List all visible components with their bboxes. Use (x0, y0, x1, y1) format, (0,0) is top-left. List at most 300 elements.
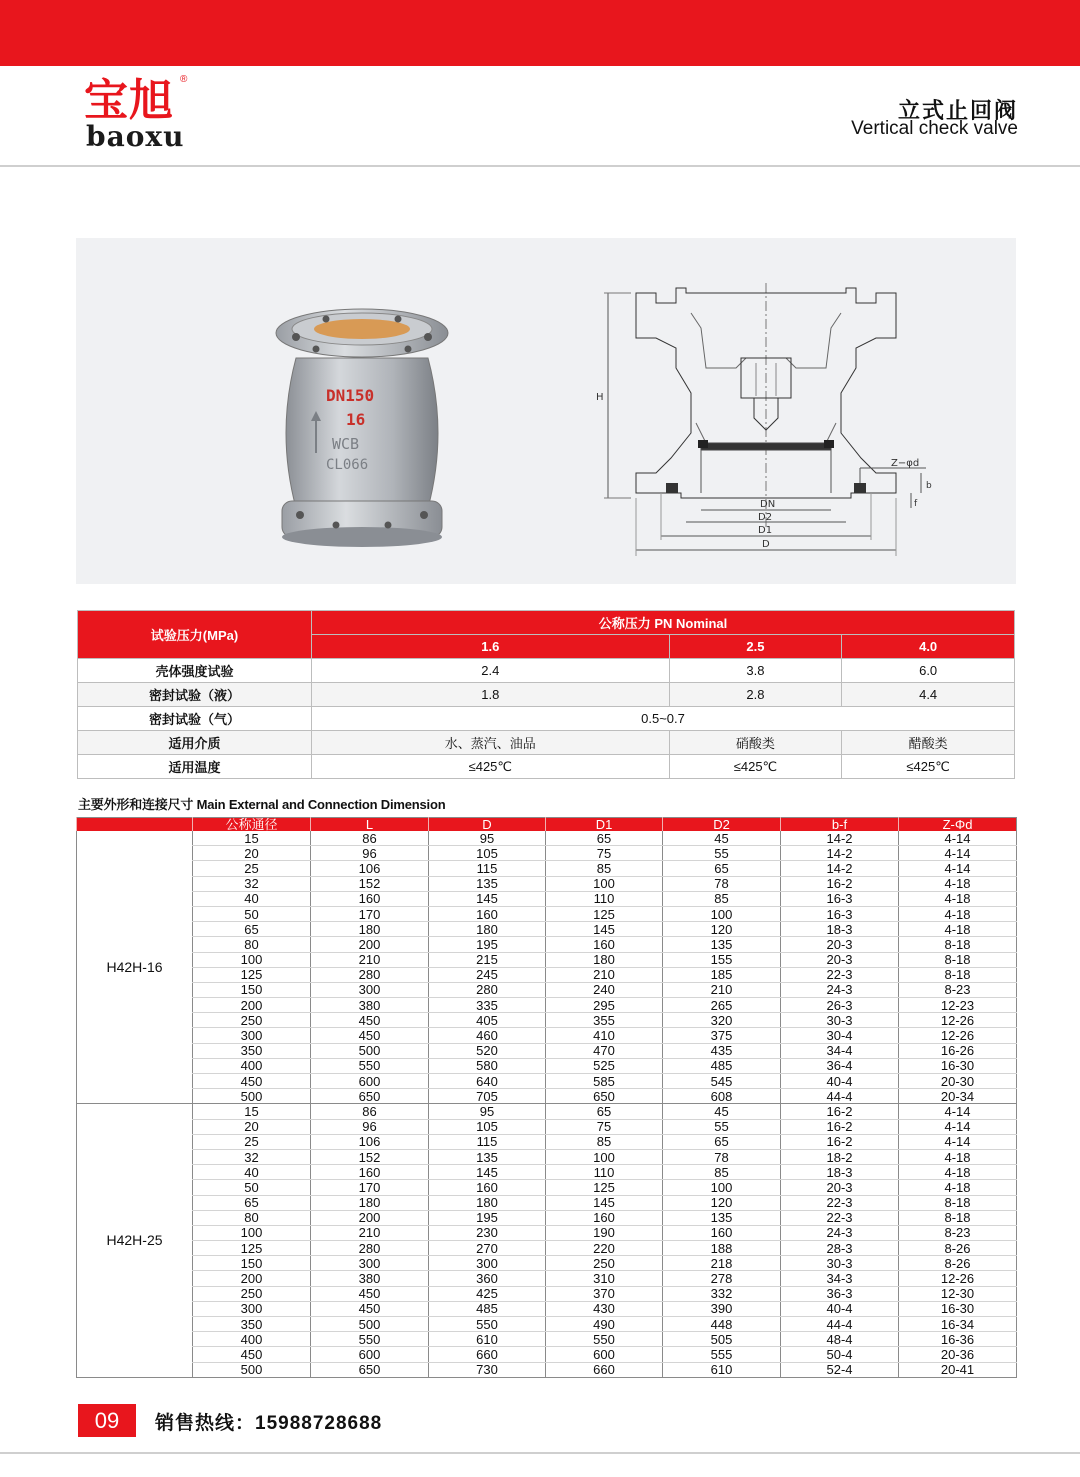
table-cell: 180 (311, 922, 429, 937)
test-pressure-header: 试验压力(MPa) (78, 611, 312, 659)
table-cell: 12-26 (899, 1271, 1017, 1286)
table-row (77, 1347, 1017, 1362)
label-d: D (762, 539, 770, 550)
table-cell: 190 (546, 1225, 663, 1240)
table-cell: 44-4 (781, 1089, 899, 1104)
label-b: b (926, 481, 932, 491)
table-row (77, 1241, 1017, 1256)
table-row (77, 1074, 1017, 1089)
table-cell: 180 (429, 922, 546, 937)
table-cell: 545 (663, 1074, 781, 1089)
table-row (77, 922, 1017, 937)
table-cell: 150 (193, 1256, 311, 1271)
header-divider (0, 165, 1080, 167)
table-cell: 水、蒸汽、油品 (312, 731, 670, 755)
table-cell: 3.8 (669, 659, 842, 683)
table-cell: 380 (311, 998, 429, 1013)
table-cell: 30-3 (781, 1256, 899, 1271)
table-cell: 8-23 (899, 1225, 1017, 1240)
table-cell: 36-4 (781, 1058, 899, 1073)
row-label: 适用介质 (78, 731, 312, 755)
table-cell: 20 (193, 1119, 311, 1134)
label-f: f (914, 499, 918, 509)
table-cell: 4-18 (899, 906, 1017, 921)
brand-logo-en: baoxu (86, 120, 185, 153)
dimension-header-row (77, 818, 1017, 832)
table-row (77, 1317, 1017, 1332)
pressure-row (78, 683, 1015, 707)
table-cell: 220 (546, 1241, 663, 1256)
table-cell: 355 (546, 1013, 663, 1028)
table-cell: 14-2 (781, 861, 899, 876)
table-cell: 36-3 (781, 1286, 899, 1301)
table-cell: 200 (311, 1210, 429, 1225)
table-cell: 320 (663, 1013, 781, 1028)
table-cell: 180 (311, 1195, 429, 1210)
table-cell: 95 (429, 1104, 546, 1119)
table-cell: 185 (663, 967, 781, 982)
table-cell: 500 (193, 1362, 311, 1377)
table-cell: 300 (429, 1256, 546, 1271)
table-cell: 4-18 (899, 876, 1017, 891)
table-cell: 醋酸类 (842, 731, 1015, 755)
table-cell: 650 (311, 1089, 429, 1104)
table-cell: 45 (663, 1104, 781, 1119)
table-cell: 25 (193, 1134, 311, 1149)
table-cell: 8-18 (899, 937, 1017, 952)
table-row (77, 1362, 1017, 1377)
table-cell: 86 (311, 831, 429, 846)
table-cell: 218 (663, 1256, 781, 1271)
table-cell: 580 (429, 1058, 546, 1073)
table-cell: 55 (663, 1119, 781, 1134)
table-cell: 310 (546, 1271, 663, 1286)
table-row (77, 967, 1017, 982)
table-cell: ≤425℃ (669, 755, 842, 779)
table-cell: 210 (663, 982, 781, 997)
label-zd: Z−φd (891, 458, 920, 469)
table-cell: 300 (311, 1256, 429, 1271)
table-cell: 20-3 (781, 1180, 899, 1195)
table-cell-merged: 0.5~0.7 (312, 707, 1015, 731)
table-cell: 450 (193, 1347, 311, 1362)
table-cell: 95 (429, 831, 546, 846)
dimension-table (76, 817, 1017, 1378)
table-cell: 505 (663, 1332, 781, 1347)
table-cell: 15 (193, 1104, 311, 1119)
pressure-table (77, 610, 1015, 779)
column-header: D (429, 818, 546, 832)
table-cell: 4-14 (899, 1104, 1017, 1119)
table-cell: 110 (546, 891, 663, 906)
pressure-row (78, 731, 1015, 755)
table-cell: 730 (429, 1362, 546, 1377)
table-cell: 40-4 (781, 1301, 899, 1316)
table-cell: 300 (193, 1301, 311, 1316)
table-cell: 152 (311, 1149, 429, 1164)
table-cell: 525 (546, 1058, 663, 1073)
table-cell: 65 (546, 831, 663, 846)
table-cell: 4-18 (899, 891, 1017, 906)
table-cell: 210 (311, 1225, 429, 1240)
table-cell: 106 (311, 1134, 429, 1149)
table-row (77, 1165, 1017, 1180)
table-cell: 360 (429, 1271, 546, 1286)
table-cell: 210 (311, 952, 429, 967)
table-cell: 14-2 (781, 846, 899, 861)
table-row (77, 1301, 1017, 1316)
table-cell: 4-14 (899, 1134, 1017, 1149)
table-cell: 40 (193, 1165, 311, 1180)
table-cell: 硝酸类 (669, 731, 842, 755)
table-cell: 160 (429, 1180, 546, 1195)
table-cell: 550 (546, 1332, 663, 1347)
table-cell: 450 (193, 1074, 311, 1089)
model-cell: H42H-25 (77, 1104, 193, 1377)
table-cell: 16-3 (781, 906, 899, 921)
table-row (77, 937, 1017, 952)
table-cell: 16-30 (899, 1058, 1017, 1073)
table-cell: 160 (429, 906, 546, 921)
table-cell: 100 (663, 1180, 781, 1195)
table-cell: 125 (546, 1180, 663, 1195)
table-row (77, 1149, 1017, 1164)
table-cell: 335 (429, 998, 546, 1013)
table-cell: 44-4 (781, 1317, 899, 1332)
table-cell: 55 (663, 846, 781, 861)
table-cell: 24-3 (781, 1225, 899, 1240)
table-cell: 80 (193, 1210, 311, 1225)
table-cell: 135 (429, 1149, 546, 1164)
table-cell: 170 (311, 906, 429, 921)
table-cell: 105 (429, 1119, 546, 1134)
label-dn: DN (760, 499, 776, 510)
table-cell: 400 (193, 1332, 311, 1347)
table-cell: 125 (193, 967, 311, 982)
table-row (77, 861, 1017, 876)
table-cell: 110 (546, 1165, 663, 1180)
table-cell: 135 (663, 1210, 781, 1225)
table-cell: 405 (429, 1013, 546, 1028)
table-cell: 16-30 (899, 1301, 1017, 1316)
pressure-row (78, 707, 1015, 731)
table-cell: 26-3 (781, 998, 899, 1013)
table-cell: 600 (546, 1347, 663, 1362)
table-cell: 650 (311, 1362, 429, 1377)
table-cell: 75 (546, 846, 663, 861)
table-row (77, 1013, 1017, 1028)
table-cell: 188 (663, 1241, 781, 1256)
table-cell: 520 (429, 1043, 546, 1058)
table-cell: 195 (429, 937, 546, 952)
table-cell: 265 (663, 998, 781, 1013)
table-cell: ≤425℃ (312, 755, 670, 779)
pressure-row (78, 755, 1015, 779)
page-title-cn: 立式止回阀 (897, 98, 1018, 123)
table-cell: 4.4 (842, 683, 1015, 707)
table-cell: 610 (429, 1332, 546, 1347)
pn-header: 2.5 (669, 635, 842, 659)
table-cell: 100 (193, 952, 311, 967)
table-cell: 180 (546, 952, 663, 967)
table-cell: 135 (663, 937, 781, 952)
table-cell: 150 (193, 982, 311, 997)
table-cell: 16-2 (781, 1134, 899, 1149)
table-cell: 4-18 (899, 1165, 1017, 1180)
table-cell: 470 (546, 1043, 663, 1058)
table-cell: 390 (663, 1301, 781, 1316)
table-cell: 20-34 (899, 1089, 1017, 1104)
table-cell: 270 (429, 1241, 546, 1256)
table-cell: 34-3 (781, 1271, 899, 1286)
table-cell: 106 (311, 861, 429, 876)
table-cell: 65 (546, 1104, 663, 1119)
brand-logo (84, 76, 214, 156)
table-cell: 160 (311, 891, 429, 906)
table-cell: 300 (193, 1028, 311, 1043)
table-row (77, 846, 1017, 861)
table-cell: 125 (193, 1241, 311, 1256)
table-cell: 8-26 (899, 1241, 1017, 1256)
table-cell: 75 (546, 1119, 663, 1134)
brand-logo-cn: 宝旭 (84, 75, 174, 126)
table-cell: 152 (311, 876, 429, 891)
table-cell: 250 (546, 1256, 663, 1271)
column-header: D1 (546, 818, 663, 832)
table-cell: 125 (546, 906, 663, 921)
table-cell: 640 (429, 1074, 546, 1089)
table-cell: 278 (663, 1271, 781, 1286)
table-row (77, 1058, 1017, 1073)
table-cell: 4-18 (899, 1149, 1017, 1164)
table-cell: 435 (663, 1043, 781, 1058)
table-row (77, 1028, 1017, 1043)
table-cell: 8-18 (899, 967, 1017, 982)
table-cell: 50 (193, 906, 311, 921)
table-cell: 4-14 (899, 861, 1017, 876)
table-cell: 600 (311, 1347, 429, 1362)
table-row (77, 1119, 1017, 1134)
table-cell: 200 (193, 998, 311, 1013)
table-cell: 485 (663, 1058, 781, 1073)
table-cell: 550 (311, 1058, 429, 1073)
table-cell: 460 (429, 1028, 546, 1043)
table-cell: 6.0 (842, 659, 1015, 683)
table-cell: 20-3 (781, 937, 899, 952)
table-cell: 18-2 (781, 1149, 899, 1164)
label-h: H (596, 392, 604, 403)
table-cell: 430 (546, 1301, 663, 1316)
table-cell: 450 (311, 1028, 429, 1043)
table-row (77, 1332, 1017, 1347)
table-cell: 85 (663, 1165, 781, 1180)
table-cell: 30-3 (781, 1013, 899, 1028)
table-cell: 4-14 (899, 846, 1017, 861)
table-cell: 160 (311, 1165, 429, 1180)
table-cell: 100 (546, 1149, 663, 1164)
valve-section-drawing (586, 278, 946, 568)
table-row (77, 1210, 1017, 1225)
table-cell: 48-4 (781, 1332, 899, 1347)
table-cell: 22-3 (781, 1210, 899, 1225)
table-cell: 20-36 (899, 1347, 1017, 1362)
table-cell: 650 (546, 1089, 663, 1104)
table-cell: 25 (193, 861, 311, 876)
pn-header: 4.0 (842, 635, 1015, 659)
table-cell: 145 (429, 891, 546, 906)
table-cell: 4-14 (899, 831, 1017, 846)
table-cell: 4-18 (899, 922, 1017, 937)
table-cell: 16-26 (899, 1043, 1017, 1058)
table-cell: 20-3 (781, 952, 899, 967)
table-cell: 400 (193, 1058, 311, 1073)
table-cell: 15 (193, 831, 311, 846)
table-cell: 8-18 (899, 952, 1017, 967)
table-cell: 20 (193, 846, 311, 861)
table-row (77, 1271, 1017, 1286)
table-cell: 30-4 (781, 1028, 899, 1043)
table-cell: 12-26 (899, 1028, 1017, 1043)
table-cell: 32 (193, 876, 311, 891)
table-cell: 450 (311, 1301, 429, 1316)
table-cell: 78 (663, 1149, 781, 1164)
table-cell: 375 (663, 1028, 781, 1043)
table-cell: 280 (311, 967, 429, 982)
table-cell: 120 (663, 1195, 781, 1210)
column-header: Z-Φd (899, 818, 1017, 832)
table-row (77, 831, 1017, 846)
table-cell: 660 (429, 1347, 546, 1362)
table-cell: 8-26 (899, 1256, 1017, 1271)
table-cell: 555 (663, 1347, 781, 1362)
table-cell: 34-4 (781, 1043, 899, 1058)
product-image-panel (76, 238, 1016, 584)
table-cell: 32 (193, 1149, 311, 1164)
table-cell: 45 (663, 831, 781, 846)
table-cell: 86 (311, 1104, 429, 1119)
table-cell: 500 (311, 1043, 429, 1058)
table-cell: 550 (311, 1332, 429, 1347)
table-cell: 250 (193, 1286, 311, 1301)
table-cell: 24-3 (781, 982, 899, 997)
table-cell: ≤425℃ (842, 755, 1015, 779)
table-cell: 500 (311, 1317, 429, 1332)
table-cell: 295 (546, 998, 663, 1013)
table-cell: 80 (193, 937, 311, 952)
table-cell: 22-3 (781, 1195, 899, 1210)
table-cell: 600 (311, 1074, 429, 1089)
table-cell: 8-18 (899, 1195, 1017, 1210)
top-red-bar (0, 0, 1080, 66)
table-cell: 78 (663, 876, 781, 891)
table-cell: 50-4 (781, 1347, 899, 1362)
label-d2: D2 (758, 512, 773, 523)
column-header: 公称通径 (193, 818, 311, 832)
table-row (77, 876, 1017, 891)
table-cell: 8-23 (899, 982, 1017, 997)
column-header (77, 818, 193, 832)
table-cell: 4-18 (899, 1180, 1017, 1195)
table-cell: 18-3 (781, 1165, 899, 1180)
table-row (77, 1104, 1017, 1119)
table-cell: 610 (663, 1362, 781, 1377)
table-row (77, 998, 1017, 1013)
table-cell: 28-3 (781, 1241, 899, 1256)
model-cell: H42H-16 (77, 831, 193, 1104)
table-cell: 215 (429, 952, 546, 967)
table-cell: 280 (429, 982, 546, 997)
valve-photo (266, 303, 458, 553)
table-cell: 2.8 (669, 683, 842, 707)
table-cell: 350 (193, 1043, 311, 1058)
sales-hotline: 销售热线：15988728688 (155, 1413, 383, 1434)
table-cell: 52-4 (781, 1362, 899, 1377)
table-cell: 410 (546, 1028, 663, 1043)
row-label: 密封试验（液） (78, 683, 312, 707)
table-row (77, 1256, 1017, 1271)
table-cell: 485 (429, 1301, 546, 1316)
table-cell: 12-30 (899, 1286, 1017, 1301)
table-row (77, 891, 1017, 906)
table-cell: 145 (546, 922, 663, 937)
table-cell: 16-3 (781, 891, 899, 906)
table-cell: 8-18 (899, 1210, 1017, 1225)
table-cell: 200 (193, 1271, 311, 1286)
table-cell: 210 (546, 967, 663, 982)
table-cell: 115 (429, 861, 546, 876)
table-cell: 100 (546, 876, 663, 891)
row-label: 密封试验（气） (78, 707, 312, 731)
table-cell: 96 (311, 1119, 429, 1134)
table-cell: 300 (311, 982, 429, 997)
table-cell: 585 (546, 1074, 663, 1089)
table-row (77, 1089, 1017, 1104)
dimension-table-title: 主要外形和连接尺寸 Main External and Connection Dimension (78, 797, 446, 812)
nominal-pressure-header: 公称压力 PN Nominal (312, 611, 1015, 635)
table-cell: 40 (193, 891, 311, 906)
table-cell: 608 (663, 1089, 781, 1104)
page-title-en: Vertical check valve (851, 118, 1018, 139)
table-cell: 100 (663, 906, 781, 921)
table-cell: 14-2 (781, 831, 899, 846)
registered-mark: ® (180, 74, 188, 85)
table-cell: 16-2 (781, 876, 899, 891)
table-cell: 16-2 (781, 1104, 899, 1119)
table-cell: 120 (663, 922, 781, 937)
column-header: D2 (663, 818, 781, 832)
table-cell: 705 (429, 1089, 546, 1104)
table-row (77, 1134, 1017, 1149)
table-cell: 450 (311, 1013, 429, 1028)
table-cell: 16-2 (781, 1119, 899, 1134)
table-row (77, 1286, 1017, 1301)
table-cell: 380 (311, 1271, 429, 1286)
table-row (77, 1225, 1017, 1240)
footer-divider (0, 1452, 1080, 1454)
table-cell: 160 (546, 937, 663, 952)
table-cell: 448 (663, 1317, 781, 1332)
table-cell: 490 (546, 1317, 663, 1332)
table-cell: 500 (193, 1089, 311, 1104)
table-cell: 145 (429, 1165, 546, 1180)
table-cell: 100 (193, 1225, 311, 1240)
column-header: b-f (781, 818, 899, 832)
table-row (77, 906, 1017, 921)
table-cell: 18-3 (781, 922, 899, 937)
table-cell: 12-26 (899, 1013, 1017, 1028)
table-row (77, 1195, 1017, 1210)
table-cell: 350 (193, 1317, 311, 1332)
